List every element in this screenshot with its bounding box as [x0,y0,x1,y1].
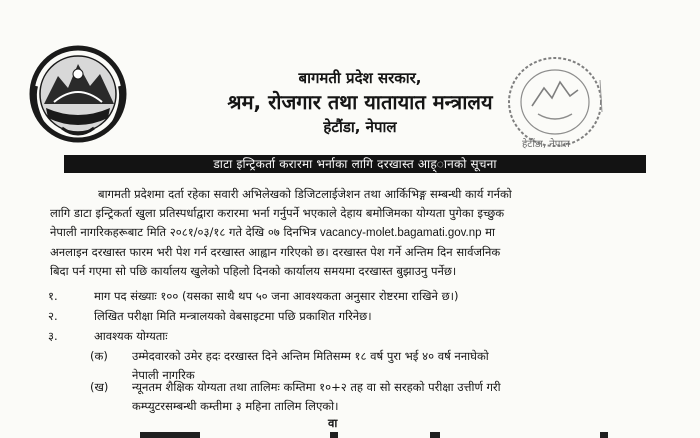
item-number: १. [48,289,58,303]
paragraph-line: अनलाइन दरखास्त फारम भरी पेश गर्न दरखास्त आह्वान गरिएको छ। दरखास्त पेश गर्ने अन्तिम दिन सार्वजनिक [50,245,501,259]
sub-item-text: नेपाली नागरिक [132,368,195,382]
item-number: ३. [48,329,58,343]
or-separator: वा [328,416,338,430]
sub-item-label: (ख) [90,380,109,394]
item-number: २. [48,309,58,323]
notice-title: डाटा इन्ट्रिकर्ता करारमा भर्नाका लागि दरखास्त आह्ानको सूचना [64,155,646,173]
item-text: माग पद संख्याः १०० (यसका साथै थप ५० जना आवश्यकता अनुसार रोष्टरमा राखिने छ।) [94,289,459,303]
sub-item-text: उम्मेदवारको उमेर हदः दरखास्त दिने अन्तिम मितिसम्म १८ वर्ष पुरा भई ४० वर्ष ननाघेको [132,349,489,363]
sub-item-text: न्यूनतम शैक्षिक योग्यता तथा तालिमः कम्तिमा १०+२ तह वा सो सरहको परीक्षा उत्तीर्ण गरी [132,380,501,394]
cropped-text-fragment [600,432,608,438]
nepal-emblem-icon [28,42,128,146]
item-text: लिखित परीक्षा मिति मन्त्रालयको वेबसाइटमा पछि प्रकाशित गरिनेछ। [94,309,372,323]
government-name: बागमती प्रदेश सरकार, [298,69,422,87]
paragraph-text: नेपाली नागरिकहरूबाट मिति २०८१/०३/१८ गते देखि ०७ दिनभित्र [50,225,320,239]
paragraph-text: मा [481,225,496,239]
item-text: आवश्यक योग्यताः [94,329,168,343]
paragraph-line: बागमती प्रदेशमा दर्ता रहेका सवारी अभिलेखको डिजिटलाईजेशन तथा आर्किभिङ्ग सम्बन्धी कार्य गर्नको [98,187,512,201]
cropped-text-fragment [430,432,440,438]
stamp-text: हेटौंडा, नेपाल [522,139,570,150]
sub-item-label: (क) [90,349,108,363]
vacancy-url-link[interactable]: vacancy-molet.bagamati.gov.np [319,227,482,239]
cropped-text-fragment [140,432,200,438]
paragraph-line: बिदा पर्न गएमा सो पछि कार्यालय खुलेको पहिलो दिनको कार्यालय समयमा दरखास्त बुझाउनु पर्नेछ। [50,264,457,278]
cropped-text-fragment [330,432,338,438]
paragraph-line: लागि डाटा इन्ट्रिकर्ता खुला प्रतिस्पर्धाद्वारा करारमा भर्ना गर्नुपर्ने भएकाले देहाय बमोजिमका योग्यता पुगेका इच्छुक [50,206,505,220]
office-place: हेटौंडा, नेपाल [323,118,397,136]
ministry-name: श्रम, रोजगार तथा यातायात मन्त्रालय [227,90,493,114]
notice-paragraph [50,185,670,281]
paragraph-line [50,223,670,243]
sub-item-text: कम्प्युटरसम्बन्धी कम्तीमा ३ महिना तालिम लिएको। [132,399,339,413]
